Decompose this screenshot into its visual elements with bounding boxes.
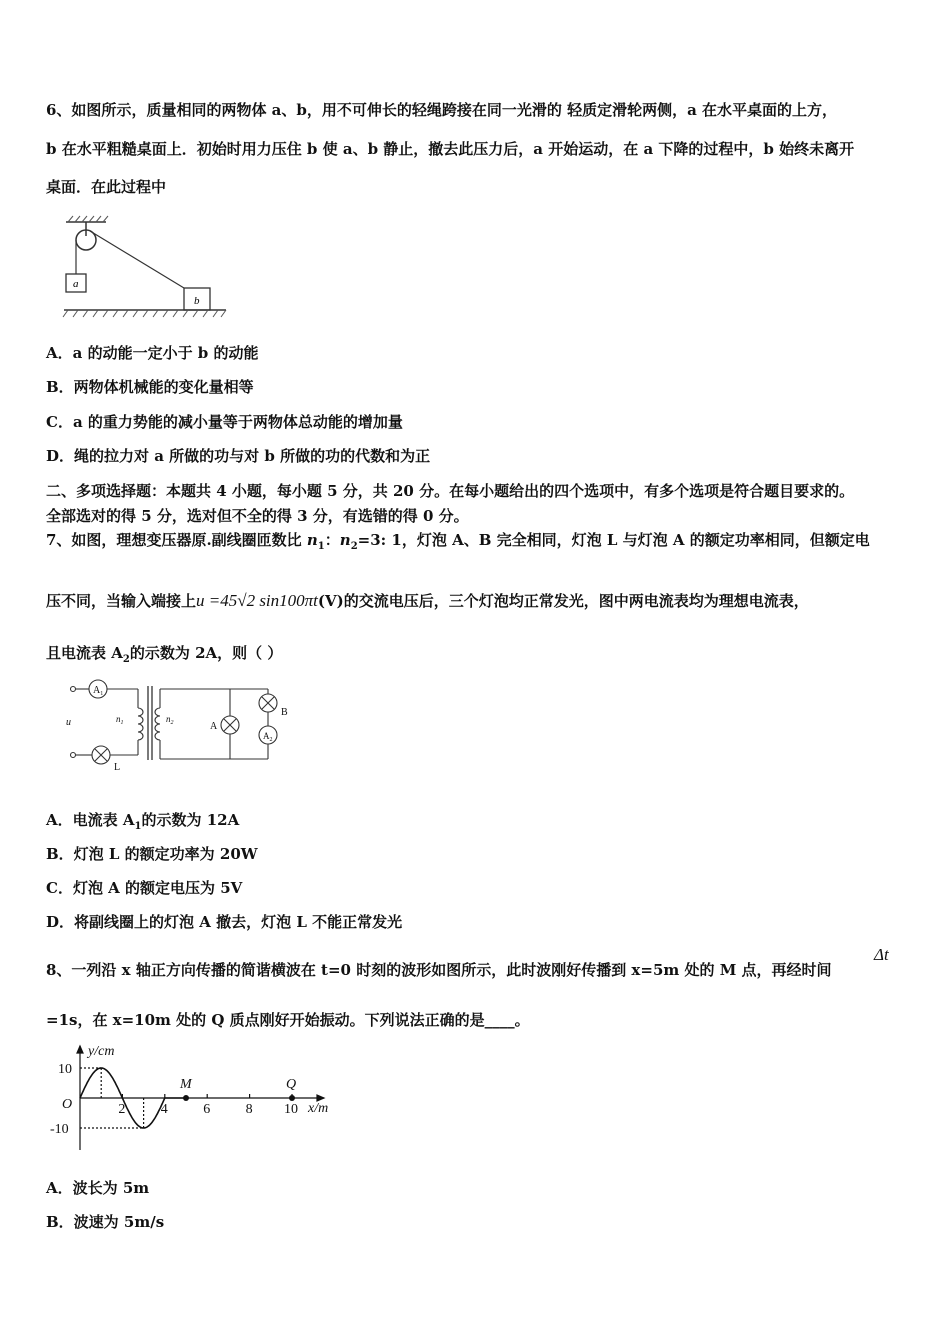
q7-option-d: D．将副线圈上的灯泡 A 撤去，灯泡 L 不能正常发光 [46, 913, 403, 931]
q6-option-d: D．绳的拉力对 a 所做的功与对 b 所做的功的代数和为正 [46, 447, 431, 465]
q7-terminal-top [71, 687, 76, 692]
q8-text-line-2: =1s，在 x=10m 处的 Q 质点刚好开始振动。下列说法正确的是____。 [46, 1011, 530, 1029]
q7-fig-a1-label: $A_1$ [93, 685, 104, 697]
q6-text-line-1: 6、如图所示，质量相同的两物体 a、b，用不可伸长的轻绳跨接在同一光滑的 轻质定滑轮两侧，a 在水平桌面的上方， [46, 101, 838, 119]
point-Q [289, 1095, 295, 1101]
origin-label: O [62, 1097, 73, 1112]
q7-fig-lamp-l-label: L [114, 762, 121, 773]
q7-fig-n1-label: $n_1$ [116, 714, 124, 726]
point-M [183, 1095, 189, 1101]
y-axis-arrow [77, 1046, 83, 1053]
q6-text-line-2: b 在水平粗糙桌面上．初始时用力压住 b 使 a、b 静止，撤去此压力后，a 开始运动，在 a 下降的过程中，b 始终未离开 [46, 140, 855, 158]
q6-ceiling-hatch [68, 216, 108, 222]
q7-text-line-2: 压不同，当输入端接上u =45√2 sin100πt(V)的交流电压后，三个灯泡均正常发光，图中两电流表均为理想电流表， [46, 591, 809, 610]
q6-rope-b [90, 231, 184, 288]
q7-fig-lamp-b-label: B [281, 707, 288, 718]
q7-fig-lamp-a-label: A [210, 721, 218, 732]
q7-fig-a2-label: $A_2$ [263, 731, 273, 743]
q6-option-c: C．a 的重力势能的减小量等于两物体总动能的增加量 [46, 413, 403, 431]
q6-block-b-label: b [194, 295, 200, 307]
point-label-Q: Q [286, 1077, 297, 1092]
q7-fig-u-label: u [66, 717, 71, 728]
q7-option-a: A．电流表 $A_1$的示数为 12A [46, 811, 240, 832]
section2-line-2: 全部选对的得 5 分，选对但不全的得 3 分，有选错的得 0 分。 [46, 507, 469, 525]
q7-voltage-formula: u =45√2 sin100πt [196, 591, 318, 610]
q7-fig-n2-label: $n_2$ [166, 714, 174, 726]
y-tick-10: 10 [58, 1062, 72, 1077]
q6-pulley-figure [60, 214, 230, 324]
q7-text-line-1: 7、如图，理想变压器原.副线圈匝数比 $n_1$：$n_2=3$: 1，灯泡 A、B 完全相同，灯泡 L 与灯泡 A 的额定功率相同，但额定电 [46, 531, 870, 552]
q8-delta-t: Δt [874, 945, 889, 964]
q7-secondary-coil [155, 708, 160, 740]
q8-text-line-1: 8、一列沿 x 轴正方向传播的简谐横波在 t=0 时刻的波形如图所示，此时波刚好传播到 x=5m 处的 M 点，再经时间 [46, 961, 832, 979]
q7-circuit-figure [60, 678, 300, 774]
q6-table-hatch [63, 310, 226, 317]
x-axis-label: x/m [308, 1101, 329, 1116]
y-tick-neg10: -10 [50, 1122, 69, 1137]
q6-option-b: B．两物体机械能的变化量相等 [46, 378, 254, 396]
section2-line-1: 二、多项选择题：本题共 4 小题，每小题 5 分，共 20 分。在每小题给出的四个选项中，有多个选项是符合题目要求的。 [46, 482, 855, 500]
q8-option-b: B．波速为 5m/s [46, 1213, 165, 1231]
q8-wave-chart [44, 1040, 344, 1156]
q6-block-a-label: a [73, 278, 79, 290]
q7-terminal-bottom [71, 753, 76, 758]
q6-option-a: A．a 的动能一定小于 b 的动能 [46, 344, 259, 362]
x-tick-label-4: 4 [160, 1102, 168, 1117]
q7-primary-coil [138, 708, 143, 740]
point-label-M: M [180, 1077, 192, 1092]
q7-option-b: B．灯泡 L 的额定功率为 20W [46, 845, 258, 863]
x-tick-label-8: 8 [245, 1102, 253, 1117]
q7-option-c: C．灯泡 A 的额定电压为 5V [46, 879, 243, 897]
y-axis-label: y/cm [88, 1044, 115, 1059]
q8-option-a: A．波长为 5m [46, 1179, 150, 1197]
x-tick-label-2: 2 [118, 1102, 126, 1117]
x-tick-label-10: 10 [284, 1102, 298, 1117]
q6-text-line-3: 桌面．在此过程中 [46, 178, 167, 196]
x-tick-label-6: 6 [203, 1102, 211, 1117]
q7-text-line-3: 且电流表 $A_2$的示数为 2A，则（ ） [46, 644, 283, 665]
